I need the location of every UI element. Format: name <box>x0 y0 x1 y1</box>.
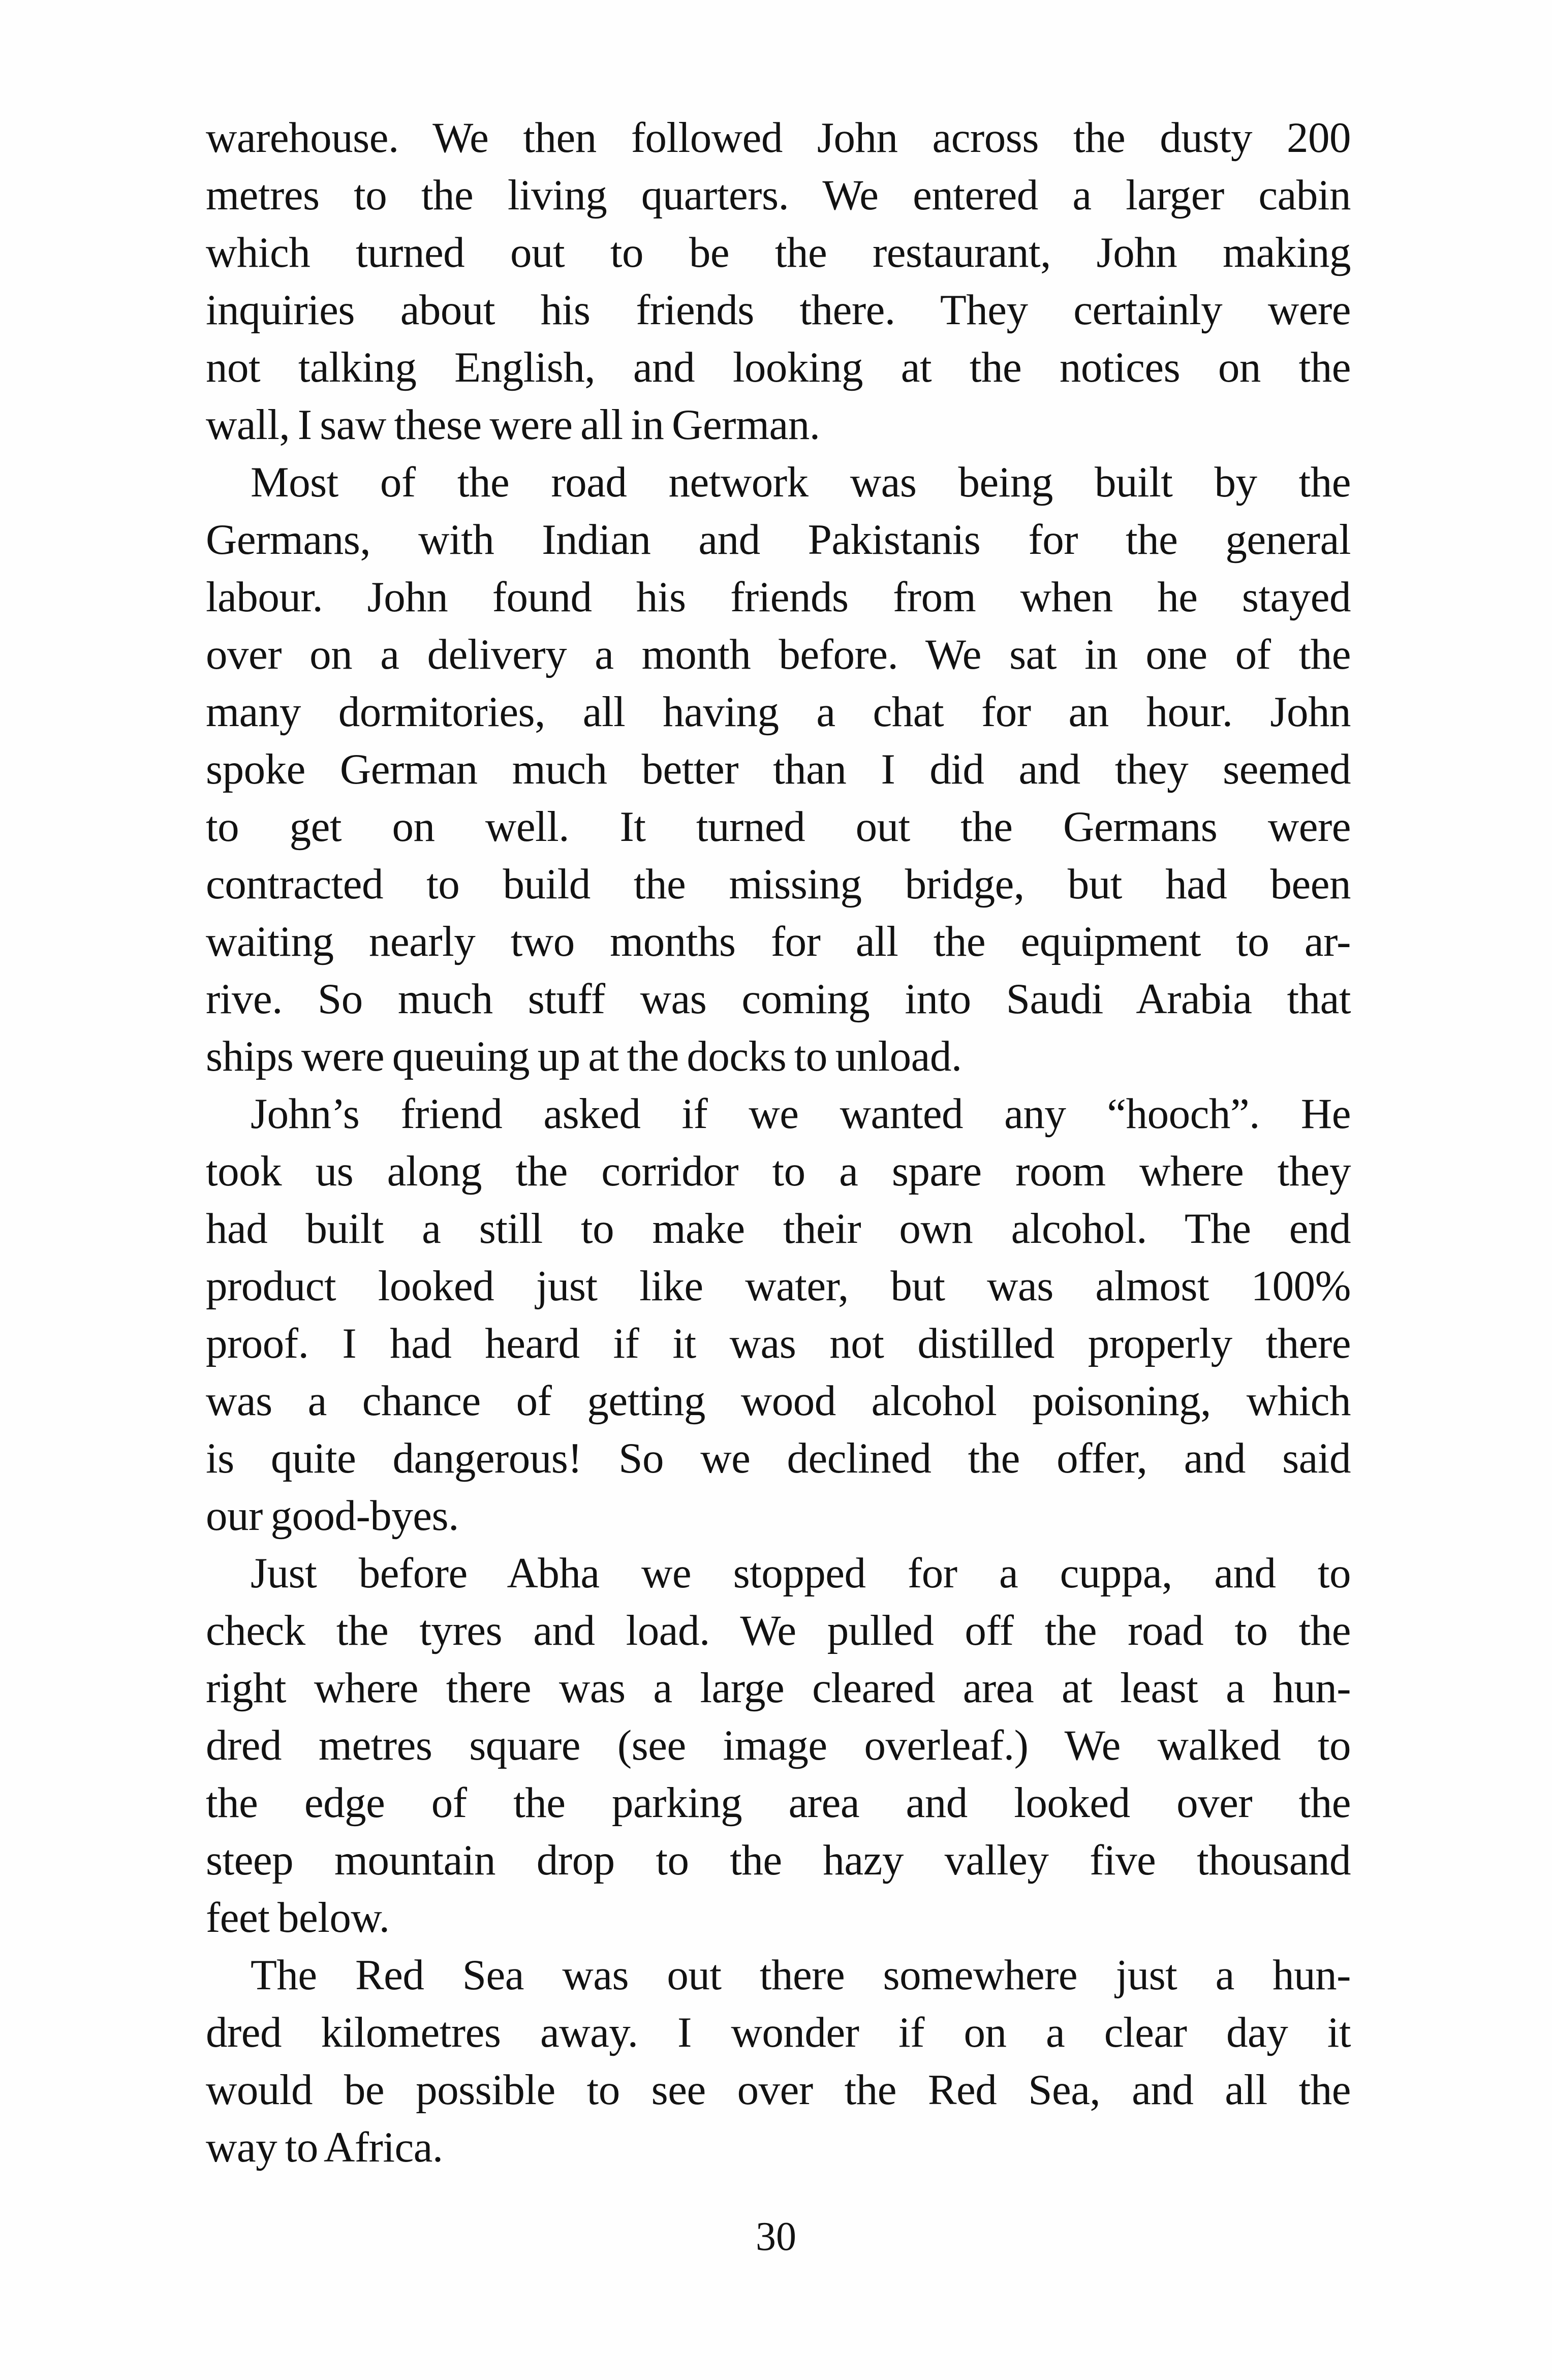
text-line: Germans, with Indian and Pakistanis for the general <box>206 516 1351 563</box>
text-line: had built a still to make their own alcohol. The end <box>206 1205 1351 1252</box>
text-line: Just before Abha we stopped for a cuppa, and to <box>251 1549 1351 1597</box>
text-line: John’s friend asked if we wanted any “hooch”. He <box>251 1090 1351 1138</box>
text-line: contracted to build the missing bridge, but had been <box>206 860 1351 908</box>
text-line: waiting nearly two months for all the equipment to ar- <box>206 918 1351 965</box>
paragraph <box>206 1545 1351 1947</box>
text-line: spoke German much better than I did and they seemed <box>206 745 1351 793</box>
text-line: is quite dangerous! So we declined the offer, and said <box>206 1434 1351 1482</box>
text-line: labour. John found his friends from when he stayed <box>206 573 1351 621</box>
text-line: many dormitories, all having a chat for an hour. John <box>206 688 1351 736</box>
text-line: steep mountain drop to the hazy valley five thousand <box>206 1836 1351 1884</box>
text-line: proof. I had heard if it was not distilled properly there <box>206 1320 1351 1367</box>
text-line: took us along the corridor to a spare room where they <box>206 1147 1351 1195</box>
paragraph <box>206 1947 1351 2176</box>
text-line: dred kilometres away. I wonder if on a clear day it <box>206 2009 1351 2056</box>
text-line: ships were queuing up at the docks to unload. <box>206 1032 962 1080</box>
page-number: 30 <box>756 2214 796 2259</box>
text-line: would be possible to see over the Red Sea, and all the <box>206 2066 1351 2114</box>
text-line: right where there was a large cleared area at least a hun- <box>206 1664 1351 1712</box>
text-line: feet below. <box>206 1894 390 1941</box>
text-line: over on a delivery a month before. We sat in one of the <box>206 631 1351 678</box>
paragraph <box>206 1085 1351 1545</box>
text-line: was a chance of getting wood alcohol poisoning, which <box>206 1377 1351 1425</box>
text-line: to get on well. It turned out the Germans were <box>206 803 1351 851</box>
text-line: inquiries about his friends there. They certainly were <box>206 286 1351 334</box>
paragraph <box>206 109 1351 454</box>
text-line: not talking English, and looking at the notices on the <box>206 343 1351 391</box>
text-line: which turned out to be the restaurant, John making <box>206 229 1351 276</box>
text-line: warehouse. We then followed John across the dusty 200 <box>206 114 1351 162</box>
text-line: Most of the road network was being built by the <box>251 458 1351 506</box>
text-line: metres to the living quarters. We entered a larger cabin <box>206 171 1351 219</box>
text-line: rive. So much stuff was coming into Saudi Arabia that <box>206 975 1351 1023</box>
text-line: our good-byes. <box>206 1492 459 1540</box>
paragraph <box>206 454 1351 1085</box>
text-line: check the tyres and load. We pulled off the road to the <box>206 1607 1351 1654</box>
text-line: The Red Sea was out there somewhere just a hun- <box>251 1951 1351 1999</box>
text-line: dred metres square (see image overleaf.) We walked to <box>206 1721 1351 1769</box>
text-line: product looked just like water, but was almost 100% <box>206 1262 1351 1310</box>
body-text <box>206 109 1351 2176</box>
text-line: way to Africa. <box>206 2123 443 2171</box>
text-line: the edge of the parking area and looked over the <box>206 1779 1351 1827</box>
text-line: wall, I saw these were all in German. <box>206 401 820 449</box>
